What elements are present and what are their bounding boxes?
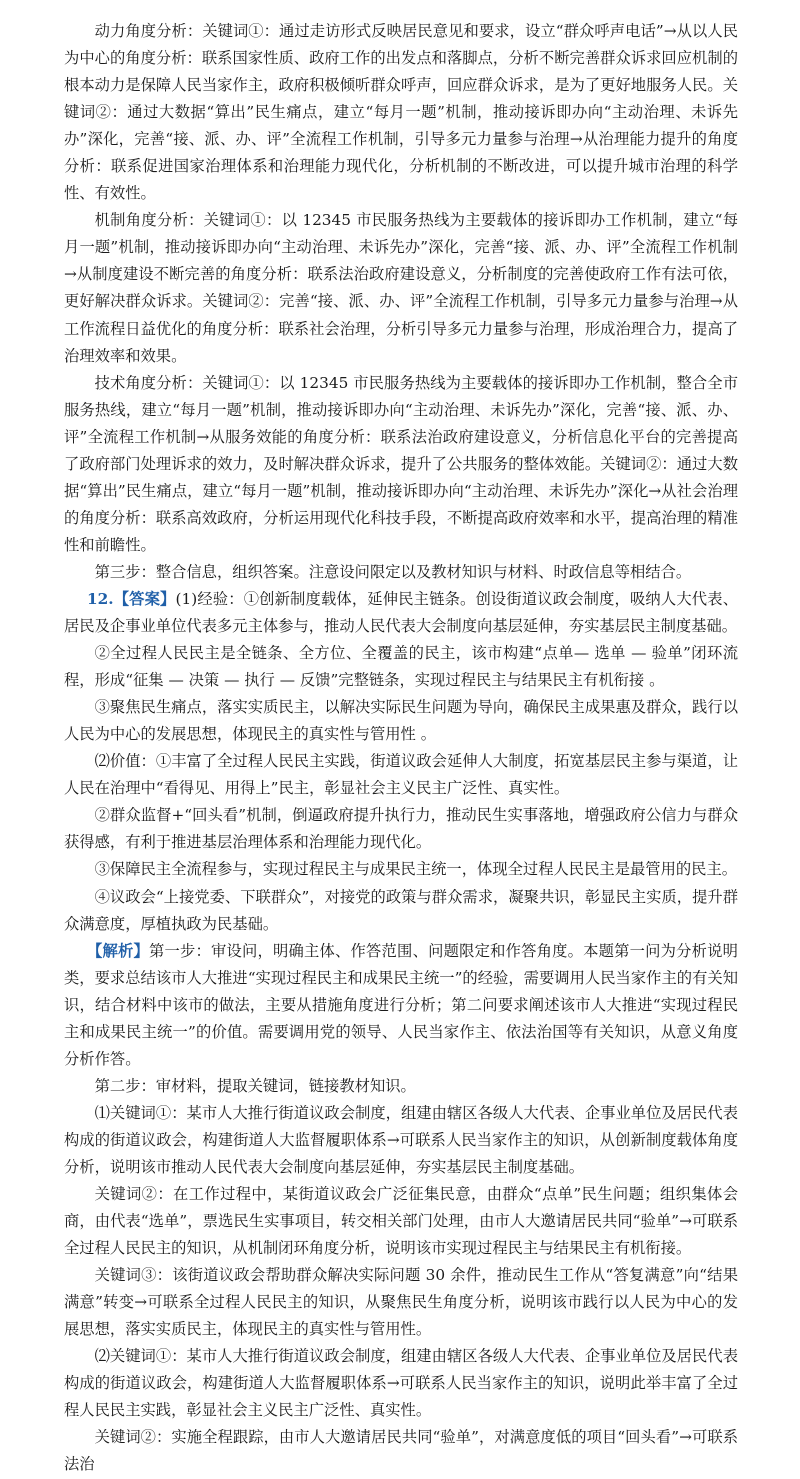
analysis-q2-keyword-2: 关键词②：实施全程跟踪，由市人大邀请居民共同“验单”，对满意度低的项目“回头看”→可联系法治 — [64, 1428, 738, 1474]
paragraph-step-three: 第三步：整合信息，组织答案。注意设问限定以及教材知识与材料、时政信息等相结合。 — [94, 562, 692, 581]
answer-experience-1: (1)经验：①创新制度载体，延伸民主链条。创设街道议政会制度，吸纳人大代表、居民及企事业单位代表多元主体参与，推动人民代表大会制度向基层延伸，夯实基层民主制度基础。 — [64, 589, 738, 636]
answer-experience-2: ②全过程人民民主是全链条、全方位、全覆盖的民主，该市构建“点单— 选单 — 验单”闭环流程，形成“征集 — 决策 — 执行 — 反馈”完整链条，实现过程民主与结果民主有机衔接 。 — [64, 644, 738, 690]
analysis-label: 【解析】 — [86, 941, 149, 960]
analysis-q2-keyword-1: ⑵关键词①：某市人大推行街道议政会制度，组建由辖区各级人大代表、企事业单位及居民代表构成的街道议政会，构建街道人大监督履职体系→可联系人民当家作主的知识，说明此举丰富了全过程人民民主实践，彰显社会主义民主广泛性、真实性。 — [64, 1347, 738, 1420]
answer-paragraph — [64, 586, 738, 640]
analysis-step-two: 第二步：审材料，提取关键词，链接教材知识。 — [94, 1076, 416, 1095]
answer-experience-3: ③聚焦民生痛点，落实实质民主，以解决实际民生问题为导向，确保民主成果惠及群众，践行以人民为中心的发展思想，体现民主的真实性与管用性 。 — [64, 698, 738, 744]
analysis-q1-keyword-1: ⑴关键词①：某市人大推行街道议政会制度，组建由辖区各级人大代表、企事业单位及居民代表构成的街道议政会，构建街道人大监督履职体系→可联系人民当家作主的知识，从创新制度载体角度分析，说明该市推动人民代表大会制度向基层延伸，夯实基层民主制度基础。 — [64, 1103, 738, 1176]
analysis-q1-keyword-3: 关键词③：该街道议政会帮助群众解决实际问题 30 余件，推动民生工作从“答复满意”向“结果满意”转变→可联系全过程人民民主的知识，从聚焦民生角度分析，说明该市践行以人民为中心的发展思想，落实实质民主，体现民主的真实性与管用性。 — [64, 1266, 738, 1339]
paragraph-technical-analysis: 技术角度分析：关键词①：以 12345 市民服务热线为主要载体的接诉即办工作机制，整合全市服务热线，建立“每月一题”机制，推动接诉即办向“主动治理、未诉先办”深化，完善“接、派、办、评”全流程工作机制→从服务效能的角度分析：联系法治政府建设意义，分析信息化平台的完善提高了政府部门处理诉求的效力，及时解决群众诉求，提升了公共服务的整体效能。关键词②：通过大数据“算出”民生痛点，建立“每月一题”机制，推动接诉即办向“主动治理、未诉先办”深化→从社会治理的角度分析：联系高效政府，分析运用现代化科技手段，不断提高政府效率和水平，提高治理的精准性和前瞻性。 — [64, 373, 738, 554]
answer-value-1: ⑵价值：①丰富了全过程人民民主实践，街道议政会延伸人大制度，拓宽基层民主参与渠道，让人民在治理中“看得见、用得上”民主，彰显社会主义民主广泛性、真实性。 — [64, 752, 738, 798]
analysis-step-one: 第一步：审设问，明确主体、作答范围、问题限定和作答角度。本题第一问为分析说明类，要求总结该市人大推进“实现过程民主和成果民主统一”的经验，需要调用人民当家作主的有关知识，结合材料中该市的做法，主要从措施角度进行分析；第二问要求阐述该市人大推进“实现过程民主和成果民主统一”的价值。需要调用党的领导、人民当家作主、依法治国等有关知识，从意义角度分析作答。 — [64, 941, 738, 1068]
paragraph-mechanism-analysis: 机制角度分析：关键词①：以 12345 市民服务热线为主要载体的接诉即办工作机制，建立“每月一题”机制，推动接诉即办向“主动治理、未诉先办”深化，完善“接、派、办、评”全流程工作机制→从制度建设不断完善的角度分析：联系法治政府建设意义，分析制度的完善使政府工作有法可依，更好解决群众诉求。关键词②：完善“接、派、办、评”全流程工作机制，引导多元力量参与治理→从工作流程日益优化的角度分析：联系社会治理，分析引导多元力量参与治理，形成治理合力，提高了治理效率和效果。 — [64, 211, 738, 365]
paragraph-dynamic-analysis: 动力角度分析：关键词①：通过走访形式反映居民意见和要求，设立“群众呼声电话”→从以人民为中心的角度分析：联系国家性质、政府工作的出发点和落脚点，分析不断完善群众诉求回应机制的根本动力是保障人民当家作主，政府积极倾听群众呼声，回应群众诉求，是为了更好地服务人民。关键词②：通过大数据“算出”民生痛点，建立“每月一题”机制，推动接诉即办向“主动治理、未诉先办”深化，完善“接、派、办、评”全流程工作机制，引导多元力量参与治理→从治理能力提升的角度分析：联系促进国家治理体系和治理能力现代化，分析机制的不断改进，可以提升城市治理的科学性、有效性。 — [64, 22, 738, 203]
answer-value-2: ②群众监督+“回头看”机制，倒逼政府提升执行力，推动民生实事落地，增强政府公信力与群众获得感，有利于推进基层治理体系和治理能力现代化。 — [64, 806, 738, 852]
answer-value-4: ④议政会“上接党委、下联群众”，对接党的政策与群众需求，凝聚共识，彰显民主实质，提升群众满意度，厚植执政为民基础。 — [64, 887, 738, 933]
answer-label: 12.【答案】 — [86, 589, 176, 608]
analysis-paragraph — [64, 938, 738, 1073]
answer-value-3: ③保障民主全流程参与，实现过程民主与成果民主统一，体现全过程人民民主是最管用的民主。 — [94, 860, 738, 879]
analysis-q1-keyword-2: 关键词②：在工作过程中，某街道议政会广泛征集民意，由群众“点单”民生问题；组织集体会商，由代表“选单”，票选民生实事项目，转交相关部门处理，由市人大邀请居民共同“验单”→可联系全过程人民民主的知识，从机制闭环角度分析，说明该市实现过程民主与结果民主有机衔接。 — [64, 1185, 738, 1258]
